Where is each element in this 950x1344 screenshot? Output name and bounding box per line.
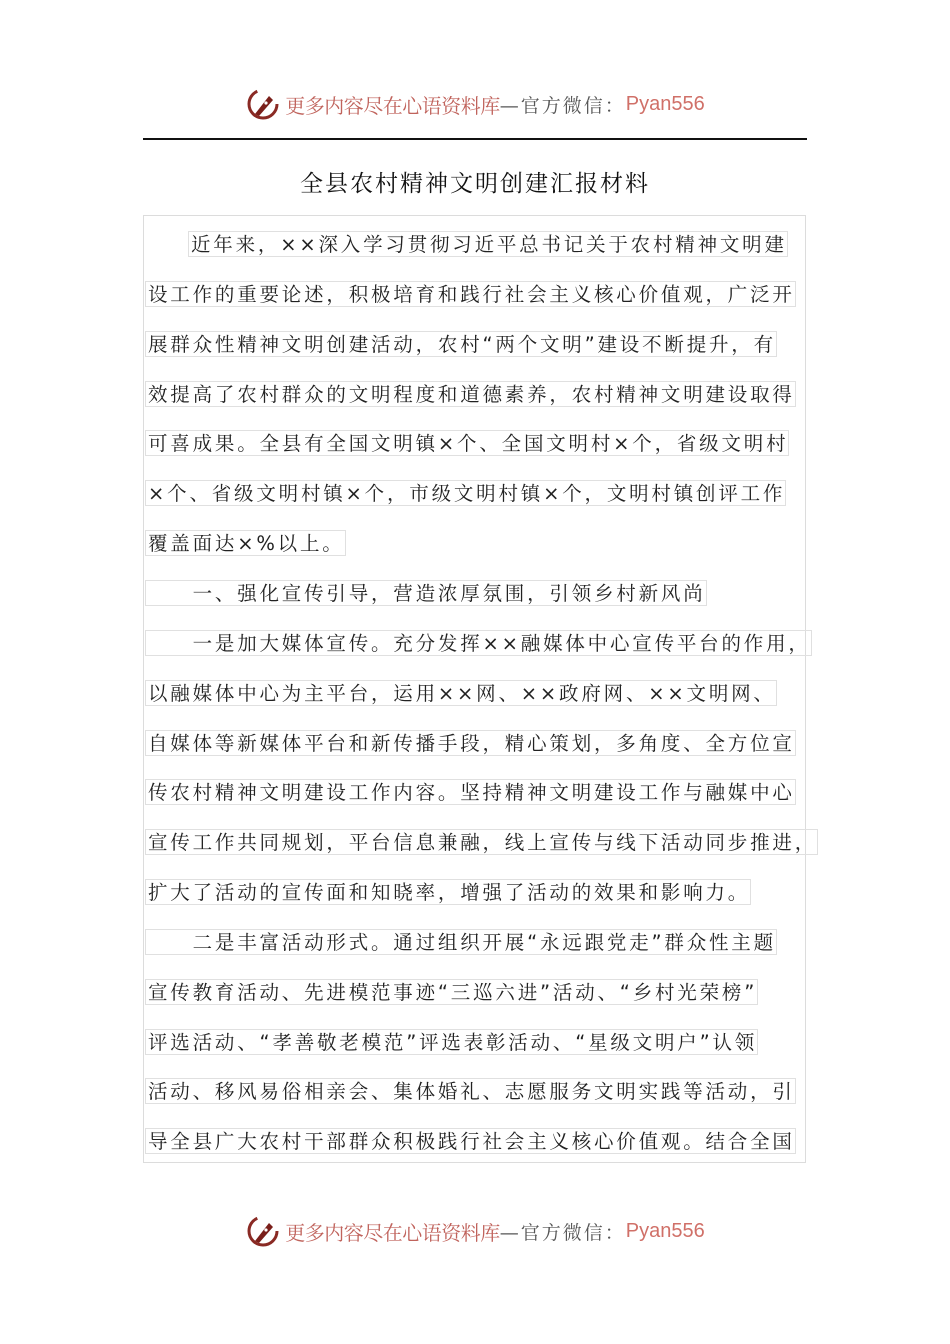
text-line: 评选活动、“孝善敬老模范”评选表彰活动、“星级文明户”认领 <box>145 1029 758 1055</box>
text-line: 效提高了农村群众的文明程度和道德素养，农村精神文明建设取得 <box>145 381 796 407</box>
text-line: 扩大了活动的宣传面和知晓率，增强了活动的效果和影响力。 <box>145 879 751 905</box>
text-line: 自媒体等新媒体平台和新传播手段，精心策划，多角度、全方位宣 <box>145 730 796 756</box>
banner-wechat-id: Pyan556 <box>625 92 705 115</box>
banner-wechat-label: —官方微信： <box>499 1221 626 1244</box>
text-line: 传农村精神文明建设工作内容。坚持精神文明建设工作与融媒中心 <box>145 779 796 805</box>
text-line: 一、强化宣传引导，营造浓厚氛围，引领乡村新风尚 <box>145 580 707 606</box>
banner-wechat-label: —官方微信： <box>499 94 626 117</box>
text-line: 覆盖面达×%以上。 <box>145 530 346 556</box>
pen-nib-logo-icon <box>245 1213 281 1249</box>
header-watermark-banner <box>0 84 950 124</box>
text-line: 导全县广大农村干部群众积极践行社会主义核心价值观。结合全国 <box>145 1128 796 1154</box>
text-line: 宣传教育活动、先进模范事迹“三巡六进”活动、“乡村光荣榜” <box>145 979 758 1005</box>
header-divider <box>143 138 807 140</box>
pen-nib-logo-icon <box>245 86 281 122</box>
text-line: 一是加大媒体宣传。充分发挥××融媒体中心宣传平台的作用， <box>145 630 812 656</box>
document-title: 全县农村精神文明创建汇报材料 <box>300 171 650 197</box>
text-line: 以融媒体中心为主平台，运用××网、××政府网、××文明网、 <box>145 680 777 706</box>
text-line: 设工作的重要论述，积极培育和践行社会主义核心价值观，广泛开 <box>145 281 796 307</box>
text-line: 二是丰富活动形式。通过组织开展“永远跟党走”群众性主题 <box>145 929 777 955</box>
text-line: 可喜成果。全县有全国文明镇×个、全国文明村×个，省级文明村 <box>145 430 789 456</box>
banner-site-text: 更多内容尽在心语资料库 <box>285 1220 500 1245</box>
footer-watermark-banner <box>0 1211 950 1251</box>
text-line: 展群众性精神文明创建活动，农村“两个文明”建设不断提升，有 <box>145 331 777 357</box>
banner-site-text: 更多内容尽在心语资料库 <box>285 93 500 118</box>
banner-wechat-id: Pyan556 <box>625 1219 705 1242</box>
text-line: ×个、省级文明村镇×个，市级文明村镇×个，文明村镇创评工作 <box>145 480 786 506</box>
text-line: 活动、移风易俗相亲会、集体婚礼、志愿服务文明实践等活动，引 <box>145 1078 796 1104</box>
text-line: 近年来，××深入学习贯彻习近平总书记关于农村精神文明建 <box>188 231 788 257</box>
text-line: 宣传工作共同规划，平台信息兼融，线上宣传与线下活动同步推进， <box>145 829 818 855</box>
